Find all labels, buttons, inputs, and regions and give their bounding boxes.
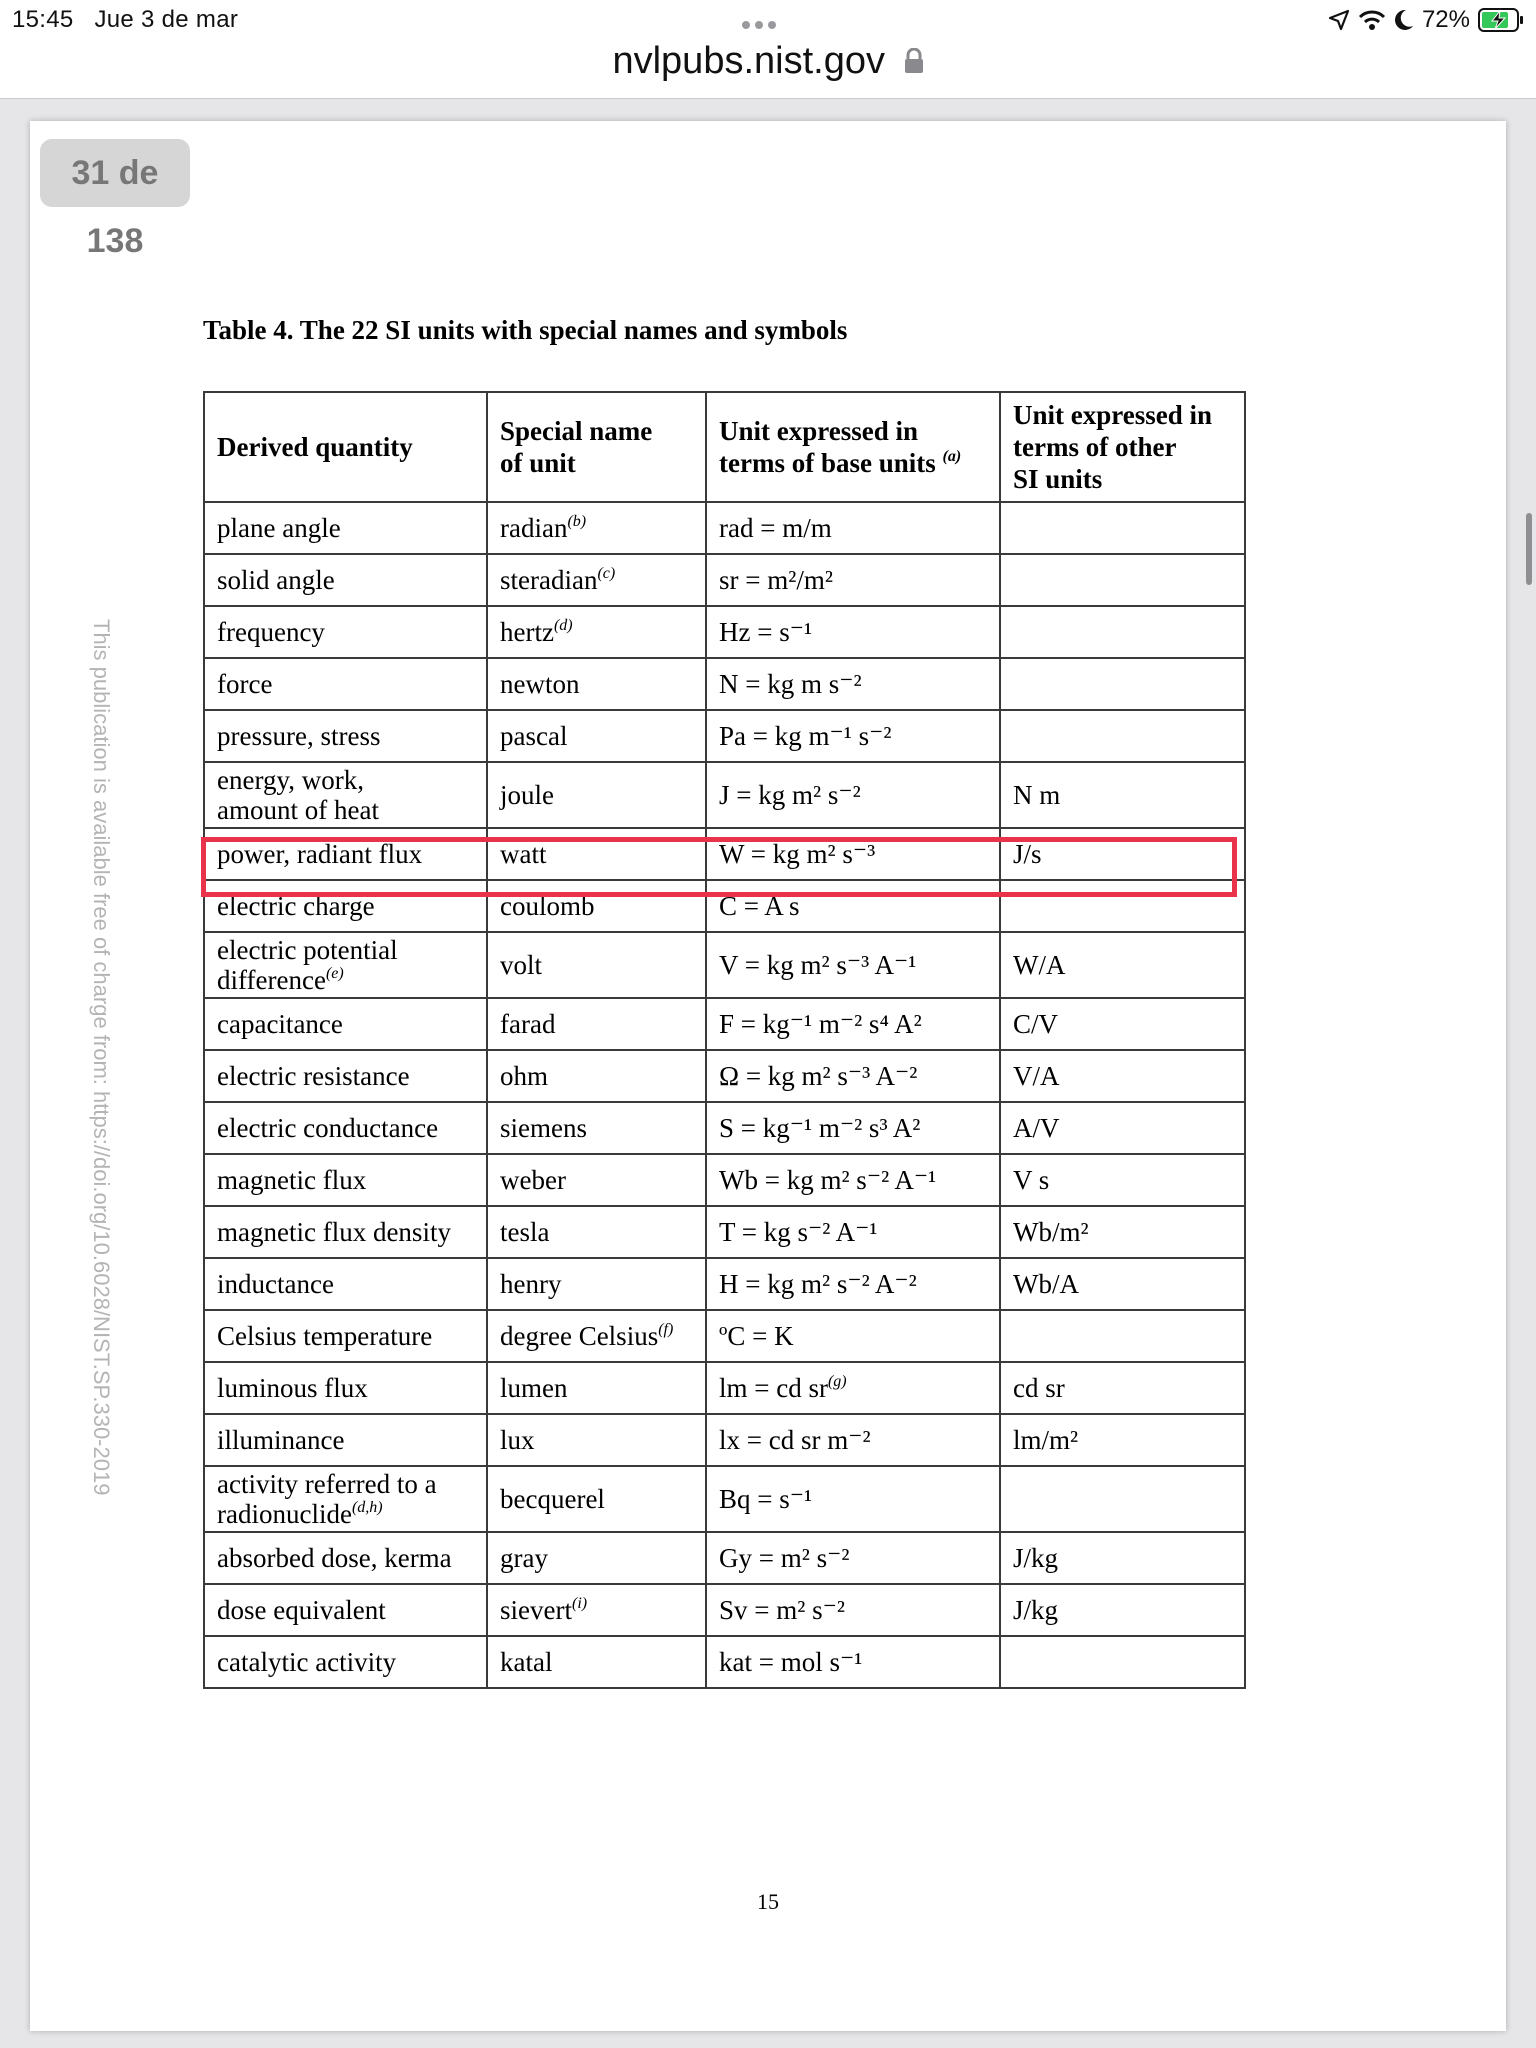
- cell-base: [706, 1310, 1000, 1362]
- scrollbar-thumb[interactable]: [1526, 513, 1532, 585]
- name-text: siemens: [500, 1113, 587, 1143]
- name-text: weber: [500, 1165, 566, 1195]
- cell-quantity: [204, 1414, 487, 1466]
- table-row-highlighted: [204, 828, 1245, 880]
- cell-quantity: [204, 932, 487, 998]
- cell-base: [706, 880, 1000, 932]
- cell-base: [706, 1050, 1000, 1102]
- cell-other: [1000, 1362, 1245, 1414]
- cell-quantity: [204, 1532, 487, 1584]
- location-icon: [1328, 9, 1350, 31]
- header-c4-line2: terms of other: [1013, 432, 1177, 462]
- table-row: [204, 502, 1245, 554]
- footnote-mark: (f): [658, 1321, 674, 1338]
- other-text: V s: [1013, 1165, 1050, 1195]
- other-text: N m: [1013, 780, 1061, 810]
- base-text: J = kg m² s⁻²: [719, 780, 861, 810]
- cell-base: [706, 932, 1000, 998]
- cell-quantity: [204, 1466, 487, 1532]
- name-text: ohm: [500, 1061, 549, 1091]
- quantity-text: power, radiant flux: [217, 839, 423, 869]
- quantity-text: catalytic activity: [217, 1647, 397, 1677]
- table-row: [204, 606, 1245, 658]
- cell-quantity: [204, 762, 487, 828]
- table-row: [204, 1584, 1245, 1636]
- table-row: [204, 880, 1245, 932]
- cell-quantity: [204, 502, 487, 554]
- quantity-text: inductance: [217, 1269, 334, 1299]
- base-text: rad = m/m: [719, 513, 832, 543]
- header-c3-line2: terms of base units: [719, 448, 936, 478]
- quantity-text: frequency: [217, 617, 325, 647]
- other-text: cd sr: [1013, 1373, 1065, 1403]
- cell-base: [706, 1362, 1000, 1414]
- cell-quantity: [204, 1310, 487, 1362]
- cell-other: [1000, 880, 1245, 932]
- name-text: hertz: [500, 617, 554, 647]
- quantity-text: solid angle: [217, 565, 335, 595]
- table-row: [204, 1310, 1245, 1362]
- other-text: C/V: [1013, 1009, 1059, 1039]
- cell-quantity: [204, 606, 487, 658]
- address-bar[interactable]: [0, 40, 1536, 84]
- name-text: watt: [500, 839, 547, 869]
- footnote-mark: (i): [571, 1595, 588, 1612]
- name-text: degree Celsius: [500, 1321, 659, 1351]
- cell-base: [706, 658, 1000, 710]
- cell-other: [1000, 502, 1245, 554]
- base-text: N = kg m s⁻²: [719, 669, 862, 699]
- table-row: [204, 1258, 1245, 1310]
- quantity-text: force: [217, 669, 273, 699]
- header-special-name: [487, 392, 706, 502]
- name-text: steradian: [500, 565, 598, 595]
- cell-name: [487, 554, 706, 606]
- base-text: F = kg⁻¹ m⁻² s⁴ A²: [719, 1009, 922, 1039]
- cell-other: [1000, 658, 1245, 710]
- table-caption: Table 4. The 22 SI units with special names and symbols: [203, 315, 848, 345]
- cell-name: [487, 606, 706, 658]
- cell-base: [706, 762, 1000, 828]
- cell-name: [487, 1362, 706, 1414]
- cell-base: [706, 554, 1000, 606]
- cell-quantity: [204, 828, 487, 880]
- cell-base: [706, 828, 1000, 880]
- cell-base: [706, 998, 1000, 1050]
- cell-base: [706, 1532, 1000, 1584]
- pdf-page: [30, 121, 1506, 2031]
- header-derived-quantity: [204, 392, 487, 502]
- header-c3-line1: Unit expressed in: [719, 416, 919, 446]
- cell-name: [487, 1050, 706, 1102]
- cell-name: [487, 932, 706, 998]
- cell-base: [706, 710, 1000, 762]
- url-text: nvlpubs.nist.gov: [612, 40, 885, 82]
- name-text: gray: [500, 1543, 548, 1573]
- multitasking-dots-icon[interactable]: [742, 16, 794, 32]
- base-text: Pa = kg m⁻¹ s⁻²: [719, 721, 892, 751]
- cell-base: [706, 1154, 1000, 1206]
- base-text: C = A s: [719, 891, 800, 921]
- quantity-text: electric charge: [217, 891, 375, 921]
- table-row: [204, 554, 1245, 606]
- cell-name: [487, 658, 706, 710]
- table-row: [204, 710, 1245, 762]
- cell-name: [487, 828, 706, 880]
- other-text: V/A: [1013, 1061, 1060, 1091]
- cell-name: [487, 1258, 706, 1310]
- availability-note: This publication is available free of charge from: https://doi.org/10.6028/NIST.SP.330-2019: [89, 619, 114, 1496]
- quantity-text: magnetic flux density: [217, 1217, 451, 1247]
- cell-other: [1000, 762, 1245, 828]
- table-row: [204, 1636, 1245, 1688]
- cell-quantity: [204, 998, 487, 1050]
- base-text: W = kg m² s⁻³: [719, 839, 876, 869]
- name-text: pascal: [500, 721, 568, 751]
- base-text: S = kg⁻¹ m⁻² s³ A²: [719, 1113, 921, 1143]
- other-text: J/kg: [1013, 1543, 1059, 1573]
- base-text: kat = mol s⁻¹: [719, 1647, 863, 1677]
- cell-other: [1000, 1466, 1245, 1532]
- cell-other: [1000, 828, 1245, 880]
- footnote-mark: (c): [597, 565, 616, 582]
- table-row: [204, 998, 1245, 1050]
- name-text: lux: [500, 1425, 535, 1455]
- quantity-line1: electric potential: [217, 935, 398, 965]
- cell-other: [1000, 1050, 1245, 1102]
- cell-base: [706, 1414, 1000, 1466]
- table-row: [204, 1050, 1245, 1102]
- page-number: 15: [757, 1889, 779, 1914]
- cell-other: [1000, 1636, 1245, 1688]
- cell-base: [706, 502, 1000, 554]
- other-text: Wb/m²: [1013, 1217, 1089, 1247]
- status-clock: 15:45: [12, 6, 74, 33]
- name-text: farad: [500, 1009, 556, 1039]
- cell-name: [487, 1414, 706, 1466]
- header-c1-text: Derived quantity: [217, 432, 413, 462]
- cell-quantity: [204, 1362, 487, 1414]
- quantity-line2: difference: [217, 965, 326, 995]
- cell-base: [706, 1584, 1000, 1636]
- name-text: katal: [500, 1647, 553, 1677]
- table-header-row: [204, 392, 1245, 502]
- quantity-text: plane angle: [217, 513, 341, 543]
- cell-other: [1000, 710, 1245, 762]
- cell-name: [487, 1584, 706, 1636]
- other-text: J/s: [1013, 839, 1042, 869]
- name-text: radian: [500, 513, 568, 543]
- base-text: sr = m²/m²: [719, 565, 833, 595]
- cell-other: [1000, 1414, 1245, 1466]
- base-text: Gy = m² s⁻²: [719, 1543, 850, 1573]
- cell-name: [487, 762, 706, 828]
- cell-other: [1000, 1102, 1245, 1154]
- moon-icon: [1394, 9, 1414, 31]
- cell-quantity: [204, 710, 487, 762]
- cell-name: [487, 1532, 706, 1584]
- other-text: A/V: [1013, 1113, 1060, 1143]
- cell-other: [1000, 1258, 1245, 1310]
- name-text: coulomb: [500, 891, 595, 921]
- name-text: lumen: [500, 1373, 568, 1403]
- base-text: V = kg m² s⁻³ A⁻¹: [719, 950, 917, 980]
- name-text: joule: [500, 780, 554, 810]
- name-text: becquerel: [500, 1484, 605, 1514]
- table-row: [204, 1206, 1245, 1258]
- pdf-viewer[interactable]: [0, 99, 1536, 2048]
- quantity-text: absorbed dose, kerma: [217, 1543, 452, 1573]
- cell-quantity: [204, 1258, 487, 1310]
- table-row: [204, 1414, 1245, 1466]
- cell-quantity: [204, 1584, 487, 1636]
- quantity-text: electric resistance: [217, 1061, 410, 1091]
- cell-base: [706, 1102, 1000, 1154]
- footnote-mark: (b): [567, 513, 587, 530]
- table-row: [204, 1362, 1245, 1414]
- footnote-mark: (d,h): [351, 1499, 383, 1516]
- cell-other: [1000, 1532, 1245, 1584]
- cell-other: [1000, 606, 1245, 658]
- quantity-line1: activity referred to a: [217, 1469, 437, 1499]
- name-text: newton: [500, 669, 580, 699]
- quantity-text: capacitance: [217, 1009, 343, 1039]
- quantity-line2: amount of heat: [217, 795, 379, 825]
- quantity-text: pressure, stress: [217, 721, 381, 751]
- header-c4-line1: Unit expressed in: [1013, 400, 1213, 430]
- browser-top-bar: [0, 0, 1536, 99]
- base-text: Hz = s⁻¹: [719, 617, 813, 647]
- table-row: [204, 932, 1245, 998]
- cell-name: [487, 1310, 706, 1362]
- cell-name: [487, 502, 706, 554]
- cell-other: [1000, 1206, 1245, 1258]
- cell-name: [487, 1466, 706, 1532]
- table-row: [204, 762, 1245, 828]
- wifi-icon: [1358, 9, 1386, 31]
- base-text: lx = cd sr m⁻²: [719, 1425, 871, 1455]
- name-text: sievert: [500, 1595, 572, 1625]
- other-text: Wb/A: [1013, 1269, 1079, 1299]
- cell-base: [706, 1206, 1000, 1258]
- name-text: henry: [500, 1269, 562, 1299]
- cell-name: [487, 998, 706, 1050]
- lock-icon: [904, 41, 924, 84]
- table-row: [204, 658, 1245, 710]
- header-other-units: [1000, 392, 1245, 502]
- header-c2-line1: Special name: [500, 416, 653, 446]
- cell-other: [1000, 554, 1245, 606]
- name-text: tesla: [500, 1217, 550, 1247]
- base-text: Bq = s⁻¹: [719, 1484, 813, 1514]
- cell-quantity: [204, 1102, 487, 1154]
- name-text: volt: [500, 950, 543, 980]
- cell-quantity: [204, 658, 487, 710]
- header-c3-footnote: (a): [942, 448, 962, 465]
- cell-base: [706, 1466, 1000, 1532]
- cell-name: [487, 1636, 706, 1688]
- table-row: [204, 1532, 1245, 1584]
- cell-other: [1000, 998, 1245, 1050]
- quantity-text: dose equivalent: [217, 1595, 386, 1625]
- cell-other: [1000, 1584, 1245, 1636]
- cell-quantity: [204, 1636, 487, 1688]
- cell-base: [706, 1258, 1000, 1310]
- cell-other: [1000, 1310, 1245, 1362]
- cell-quantity: [204, 1050, 487, 1102]
- base-text: Ω = kg m² s⁻³ A⁻²: [719, 1061, 918, 1091]
- base-text: Wb = kg m² s⁻² A⁻¹: [719, 1165, 937, 1195]
- base-text: H = kg m² s⁻² A⁻²: [719, 1269, 917, 1299]
- header-c4-line3: SI units: [1013, 464, 1103, 494]
- other-text: W/A: [1013, 950, 1066, 980]
- cell-quantity: [204, 554, 487, 606]
- quantity-line1: energy, work,: [217, 765, 364, 795]
- quantity-text: Celsius temperature: [217, 1321, 433, 1351]
- header-c2-line2: of unit: [500, 448, 576, 478]
- cell-name: [487, 880, 706, 932]
- table-row: [204, 1102, 1245, 1154]
- cell-quantity: [204, 1154, 487, 1206]
- quantity-text: magnetic flux: [217, 1165, 367, 1195]
- footnote-mark: (d): [553, 617, 573, 634]
- status-time: [12, 6, 238, 34]
- battery-percent: 72%: [1421, 6, 1470, 33]
- other-text: J/kg: [1013, 1595, 1059, 1625]
- cell-name: [487, 710, 706, 762]
- footnote-mark: (g): [827, 1373, 847, 1390]
- cell-quantity: [204, 1206, 487, 1258]
- cell-name: [487, 1154, 706, 1206]
- table-row: [204, 1466, 1245, 1532]
- cell-other: [1000, 1154, 1245, 1206]
- cell-quantity: [204, 880, 487, 932]
- base-text: ºC = K: [719, 1321, 794, 1351]
- si-units-table: [203, 391, 1246, 1689]
- cell-base: [706, 1636, 1000, 1688]
- cell-name: [487, 1102, 706, 1154]
- base-text: T = kg s⁻² A⁻¹: [719, 1217, 878, 1247]
- cell-other: [1000, 932, 1245, 998]
- cell-name: [487, 1206, 706, 1258]
- status-date: Jue 3 de mar: [94, 6, 239, 33]
- footnote-mark: (e): [325, 965, 344, 982]
- header-base-units: [706, 392, 1000, 502]
- cell-base: [706, 606, 1000, 658]
- base-text: Sv = m² s⁻²: [719, 1595, 845, 1625]
- battery-charging-icon: [1478, 8, 1524, 32]
- quantity-text: electric conductance: [217, 1113, 439, 1143]
- quantity-text: illuminance: [217, 1425, 345, 1455]
- other-text: lm/m²: [1013, 1425, 1079, 1455]
- page-indicator: 31 de 138: [40, 139, 190, 207]
- status-icons: [1328, 4, 1524, 36]
- table-row: [204, 1154, 1245, 1206]
- base-text: lm = cd sr: [719, 1373, 828, 1403]
- quantity-text: luminous flux: [217, 1373, 368, 1403]
- quantity-line2: radionuclide: [217, 1499, 352, 1529]
